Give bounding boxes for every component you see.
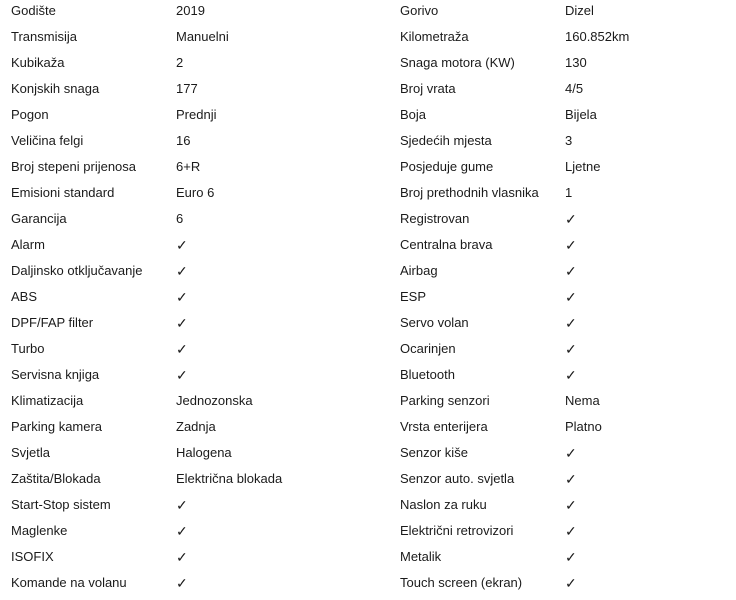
spec-label: Klimatizacija — [11, 393, 84, 408]
spec-label: Parking senzori — [400, 393, 490, 408]
spec-value: 2019 — [176, 3, 205, 18]
spec-value: ✓ — [176, 497, 188, 513]
spec-label: Komande na volanu — [11, 575, 127, 590]
spec-row — [0, 156, 736, 182]
spec-value: ✓ — [565, 471, 577, 487]
spec-row — [0, 104, 736, 130]
spec-label: Turbo — [11, 341, 45, 356]
spec-value: ✓ — [176, 575, 188, 591]
spec-value: Jednozonska — [176, 393, 253, 408]
spec-value: ✓ — [176, 367, 188, 383]
spec-row — [0, 364, 736, 390]
spec-label: Metalik — [400, 549, 442, 564]
spec-value: ✓ — [565, 575, 577, 591]
spec-label: Vrsta enterijera — [400, 419, 488, 434]
spec-label: Gorivo — [400, 3, 439, 18]
spec-label: Kilometraža — [400, 29, 469, 44]
spec-label: Godište — [11, 3, 56, 18]
spec-value: ✓ — [565, 237, 577, 253]
spec-label: Senzor auto. svjetla — [400, 471, 515, 486]
spec-value: ✓ — [176, 341, 188, 357]
spec-label: Airbag — [400, 263, 438, 278]
spec-label: Zaštita/Blokada — [11, 471, 101, 486]
spec-label: Bluetooth — [400, 367, 455, 382]
spec-value: 160.852km — [565, 29, 630, 44]
spec-row — [0, 572, 736, 598]
spec-label: Registrovan — [400, 211, 470, 226]
spec-value: ✓ — [565, 211, 577, 227]
spec-value: ✓ — [176, 523, 188, 539]
spec-row — [0, 182, 736, 208]
spec-row — [0, 442, 736, 468]
spec-label: Senzor kiše — [400, 445, 468, 460]
spec-value: Manuelni — [176, 29, 229, 44]
spec-label: Servo volan — [400, 315, 469, 330]
spec-row — [0, 130, 736, 156]
spec-label: Pogon — [11, 107, 49, 122]
spec-value: ✓ — [176, 237, 188, 253]
spec-value: ✓ — [565, 549, 577, 565]
spec-label: Naslon za ruku — [400, 497, 487, 512]
spec-value: 2 — [176, 55, 184, 70]
spec-value: Nema — [565, 393, 600, 408]
spec-label: Servisna knjiga — [11, 367, 100, 382]
spec-value: ✓ — [565, 315, 577, 331]
spec-value: 3 — [565, 133, 573, 148]
spec-value: 1 — [565, 185, 573, 200]
spec-value: Bijela — [565, 107, 597, 122]
spec-value: Halogena — [176, 445, 232, 460]
spec-value: Zadnja — [176, 419, 216, 434]
spec-row — [0, 520, 736, 546]
spec-label: Maglenke — [11, 523, 68, 538]
spec-value: 130 — [565, 55, 587, 70]
spec-value: ✓ — [565, 523, 577, 539]
spec-label: Alarm — [11, 237, 45, 252]
spec-value: 6 — [176, 211, 184, 226]
spec-label: Touch screen (ekran) — [400, 575, 523, 590]
spec-label: Veličina felgi — [11, 133, 84, 148]
spec-label: Start-Stop sistem — [11, 497, 111, 512]
spec-value: ✓ — [176, 263, 188, 279]
spec-row — [0, 312, 736, 338]
spec-label: Sjedećih mjesta — [400, 133, 492, 148]
spec-value: Dizel — [565, 3, 594, 18]
spec-value: 4/5 — [565, 81, 584, 96]
spec-label: Daljinsko otključavanje — [11, 263, 143, 278]
spec-row — [0, 234, 736, 260]
spec-label: Broj stepeni prijenosa — [11, 159, 137, 174]
spec-row — [0, 208, 736, 234]
spec-row — [0, 546, 736, 572]
spec-row — [0, 286, 736, 312]
spec-row — [0, 416, 736, 442]
spec-label: Električni retrovizori — [400, 523, 514, 538]
spec-label: Broj prethodnih vlasnika — [400, 185, 539, 200]
spec-value: ✓ — [565, 341, 577, 357]
spec-row — [0, 338, 736, 364]
spec-value: Ljetne — [565, 159, 601, 174]
spec-value: Euro 6 — [176, 185, 215, 200]
spec-row — [0, 78, 736, 104]
spec-label: Garancija — [11, 211, 67, 226]
spec-value: 16 — [176, 133, 191, 148]
spec-label: ABS — [11, 289, 38, 304]
spec-value: ✓ — [565, 497, 577, 513]
spec-value: ✓ — [565, 367, 577, 383]
spec-label: ISOFIX — [11, 549, 54, 564]
spec-row — [0, 390, 736, 416]
spec-label: Konjskih snaga — [11, 81, 100, 96]
spec-label: Posjeduje gume — [400, 159, 494, 174]
spec-value: ✓ — [176, 549, 188, 565]
spec-label: Svjetla — [11, 445, 51, 460]
spec-label: Parking kamera — [11, 419, 103, 434]
spec-value: ✓ — [565, 289, 577, 305]
spec-row — [0, 494, 736, 520]
spec-label: ESP — [400, 289, 427, 304]
spec-value: 6+R — [176, 159, 201, 174]
spec-label: Emisioni standard — [11, 185, 115, 200]
spec-row — [0, 26, 736, 52]
spec-row — [0, 52, 736, 78]
spec-value: Prednji — [176, 107, 217, 122]
spec-label: Transmisija — [11, 29, 77, 44]
spec-label: DPF/FAP filter — [11, 315, 94, 330]
spec-value: ✓ — [565, 263, 577, 279]
spec-label: Snaga motora (KW) — [400, 55, 515, 70]
spec-label: Broj vrata — [400, 81, 456, 96]
spec-label: Centralna brava — [400, 237, 493, 252]
spec-row — [0, 468, 736, 494]
spec-value: ✓ — [176, 315, 188, 331]
spec-row — [0, 0, 736, 26]
spec-value: 177 — [176, 81, 198, 96]
spec-row — [0, 260, 736, 286]
spec-value: Električna blokada — [176, 471, 283, 486]
spec-label: Kubikaža — [11, 55, 65, 70]
spec-value: ✓ — [565, 445, 577, 461]
spec-label: Boja — [400, 107, 427, 122]
spec-value: Platno — [565, 419, 602, 434]
spec-value: ✓ — [176, 289, 188, 305]
spec-label: Ocarinjen — [400, 341, 456, 356]
